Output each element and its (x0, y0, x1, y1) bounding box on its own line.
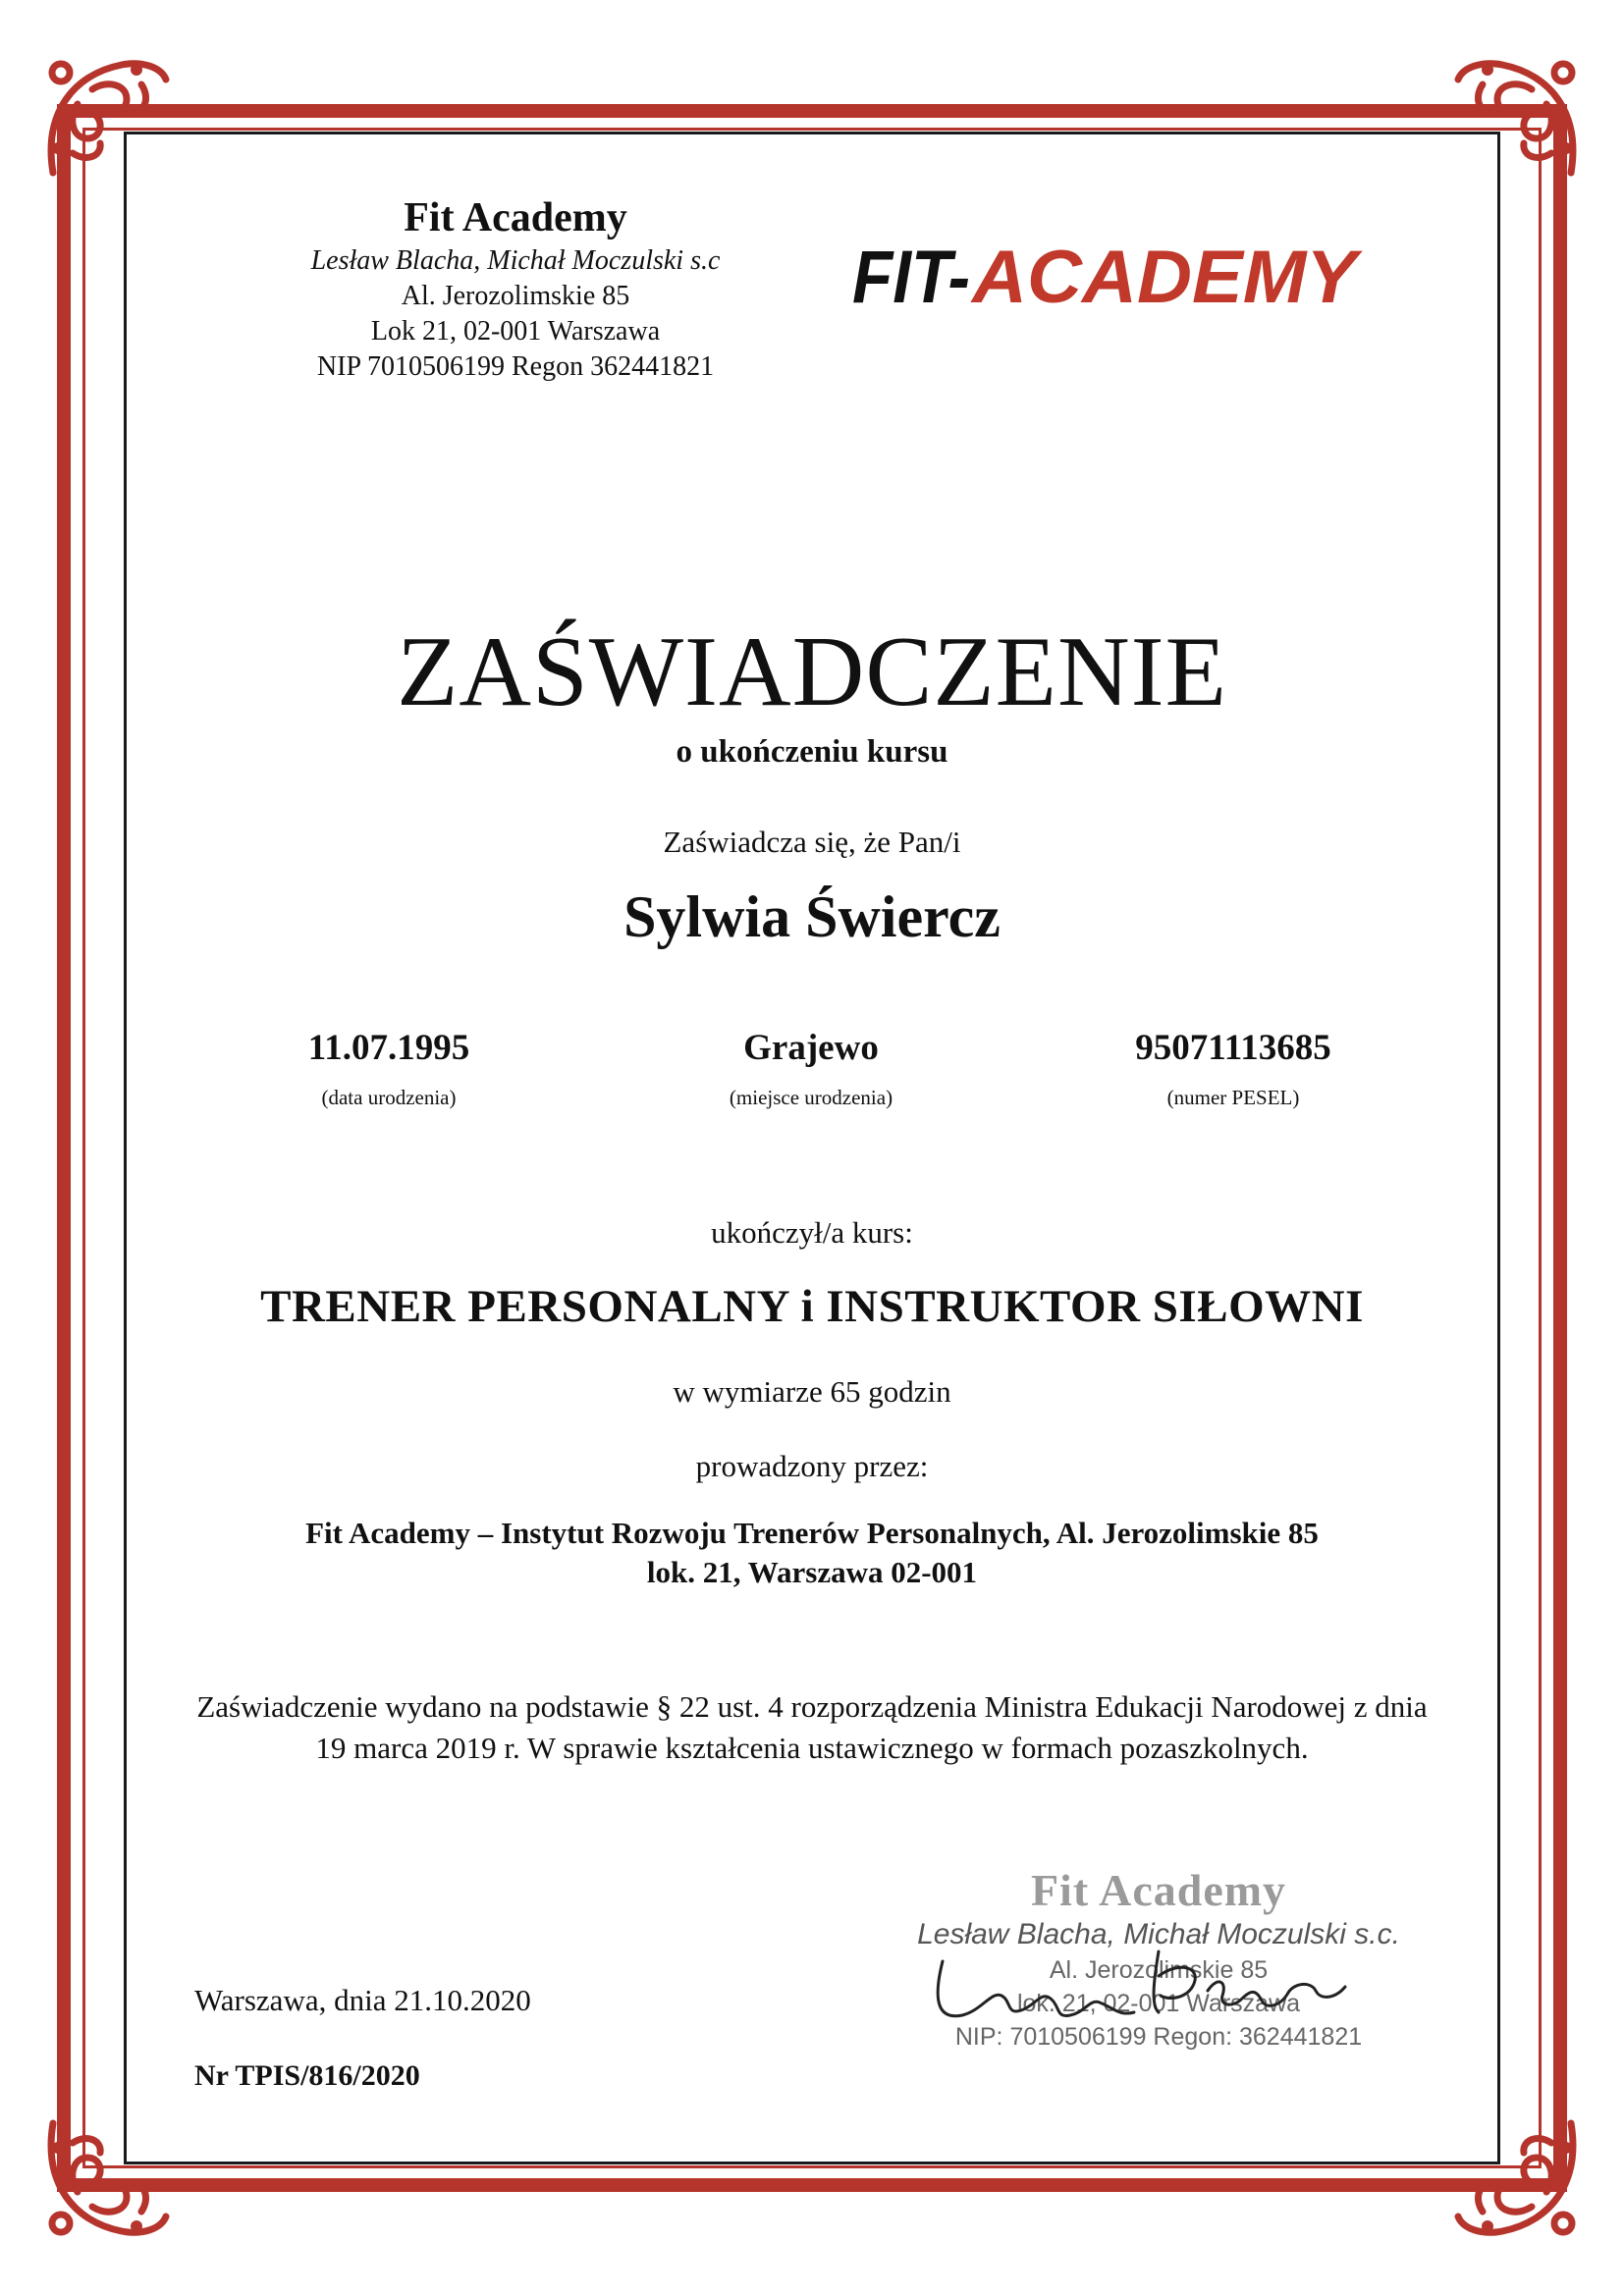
stamp-name: Fit Academy (1030, 1865, 1287, 1915)
legal-basis-text: Zaświadczenie wydano na podstawie § 22 ust. 4 rozporządzenia Ministra Edukacji Narodowej z dnia 19 marca 2019 r. W sprawie kształcenia ustawicznego w formach pozaszkolnych. (196, 1689, 1428, 1765)
pesel-value: 95071113685 (1135, 1028, 1331, 1068)
birth-date-value: 11.07.1995 (307, 1028, 470, 1068)
document-number: Nr TPIS/816/2020 (194, 2059, 420, 2092)
logo-right-text: ACADEMY (969, 236, 1363, 319)
course-led-by-text: prowadzony przez: (695, 1449, 929, 1483)
birth-place-value: Grajewo (743, 1028, 879, 1068)
stamp-tax-ids: NIP: 7010506199 Regon: 362441821 (954, 2023, 1363, 2051)
issuer-city: Lok 21, 02-001 Warszawa (370, 316, 661, 347)
certificate-title: ZAŚWIADCZENIE (397, 616, 1227, 727)
issuer-owners: Lesław Blacha, Michał Moczulski s.c (310, 245, 721, 276)
birth-place-label: (miejsce urodzenia) (729, 1086, 893, 1109)
certificate-subtitle: o ukończeniu kursu (676, 734, 948, 770)
stamp-street: Al. Jerozolimskie 85 (1049, 1956, 1269, 1984)
certificate-intro: Zaświadcza się, że Pan/i (663, 825, 961, 859)
birth-date-block (183, 1025, 595, 1110)
provider-line-2: lok. 21, Warszawa 02-001 (646, 1555, 978, 1589)
frame-inner-border (124, 132, 1500, 2164)
issuer-tax-ids: NIP 7010506199 Regon 362441821 (316, 351, 715, 382)
place-and-date: Warszawa, dnia 21.10.2020 (194, 1983, 531, 2017)
corner-ornament-icon (1443, 45, 1591, 192)
course-name: TRENER PERSONALNY i INSTRUKTOR SIŁOWNI (260, 1281, 1364, 1332)
corner-ornament-icon (1443, 2104, 1591, 2251)
pesel-label: (numer PESEL) (1166, 1086, 1300, 1109)
person-name: Sylwia Świercz (623, 884, 1001, 949)
course-hours: w wymiarze 65 godzin (673, 1374, 951, 1409)
issuer-header (245, 192, 785, 385)
pesel-block (1027, 1025, 1439, 1110)
birth-place-block (605, 1025, 1017, 1110)
issuer-name: Fit Academy (404, 195, 627, 240)
provider-line-1: Fit Academy – Instytut Rozwoju Trenerów Personalnych, Al. Jerozolimskie 85 (305, 1516, 1319, 1550)
course-provider (0, 1514, 1624, 1592)
corner-ornament-icon (33, 2104, 181, 2251)
logo-left-text: FIT- (852, 236, 970, 319)
birth-date-label: (data urodzenia) (321, 1086, 457, 1109)
stamp-city: lok. 21, 02-001 Warszawa (1016, 1990, 1301, 2017)
fit-academy-logo (852, 232, 1363, 320)
corner-ornament-icon (33, 45, 181, 192)
course-completed-text: ukończył/a kurs: (711, 1215, 913, 1250)
handwritten-signature (923, 1922, 1375, 2040)
issuer-street: Al. Jerozolimskie 85 (401, 281, 630, 311)
stamp-owners: Lesław Blacha, Michał Moczulski s.c. (917, 1918, 1400, 1950)
